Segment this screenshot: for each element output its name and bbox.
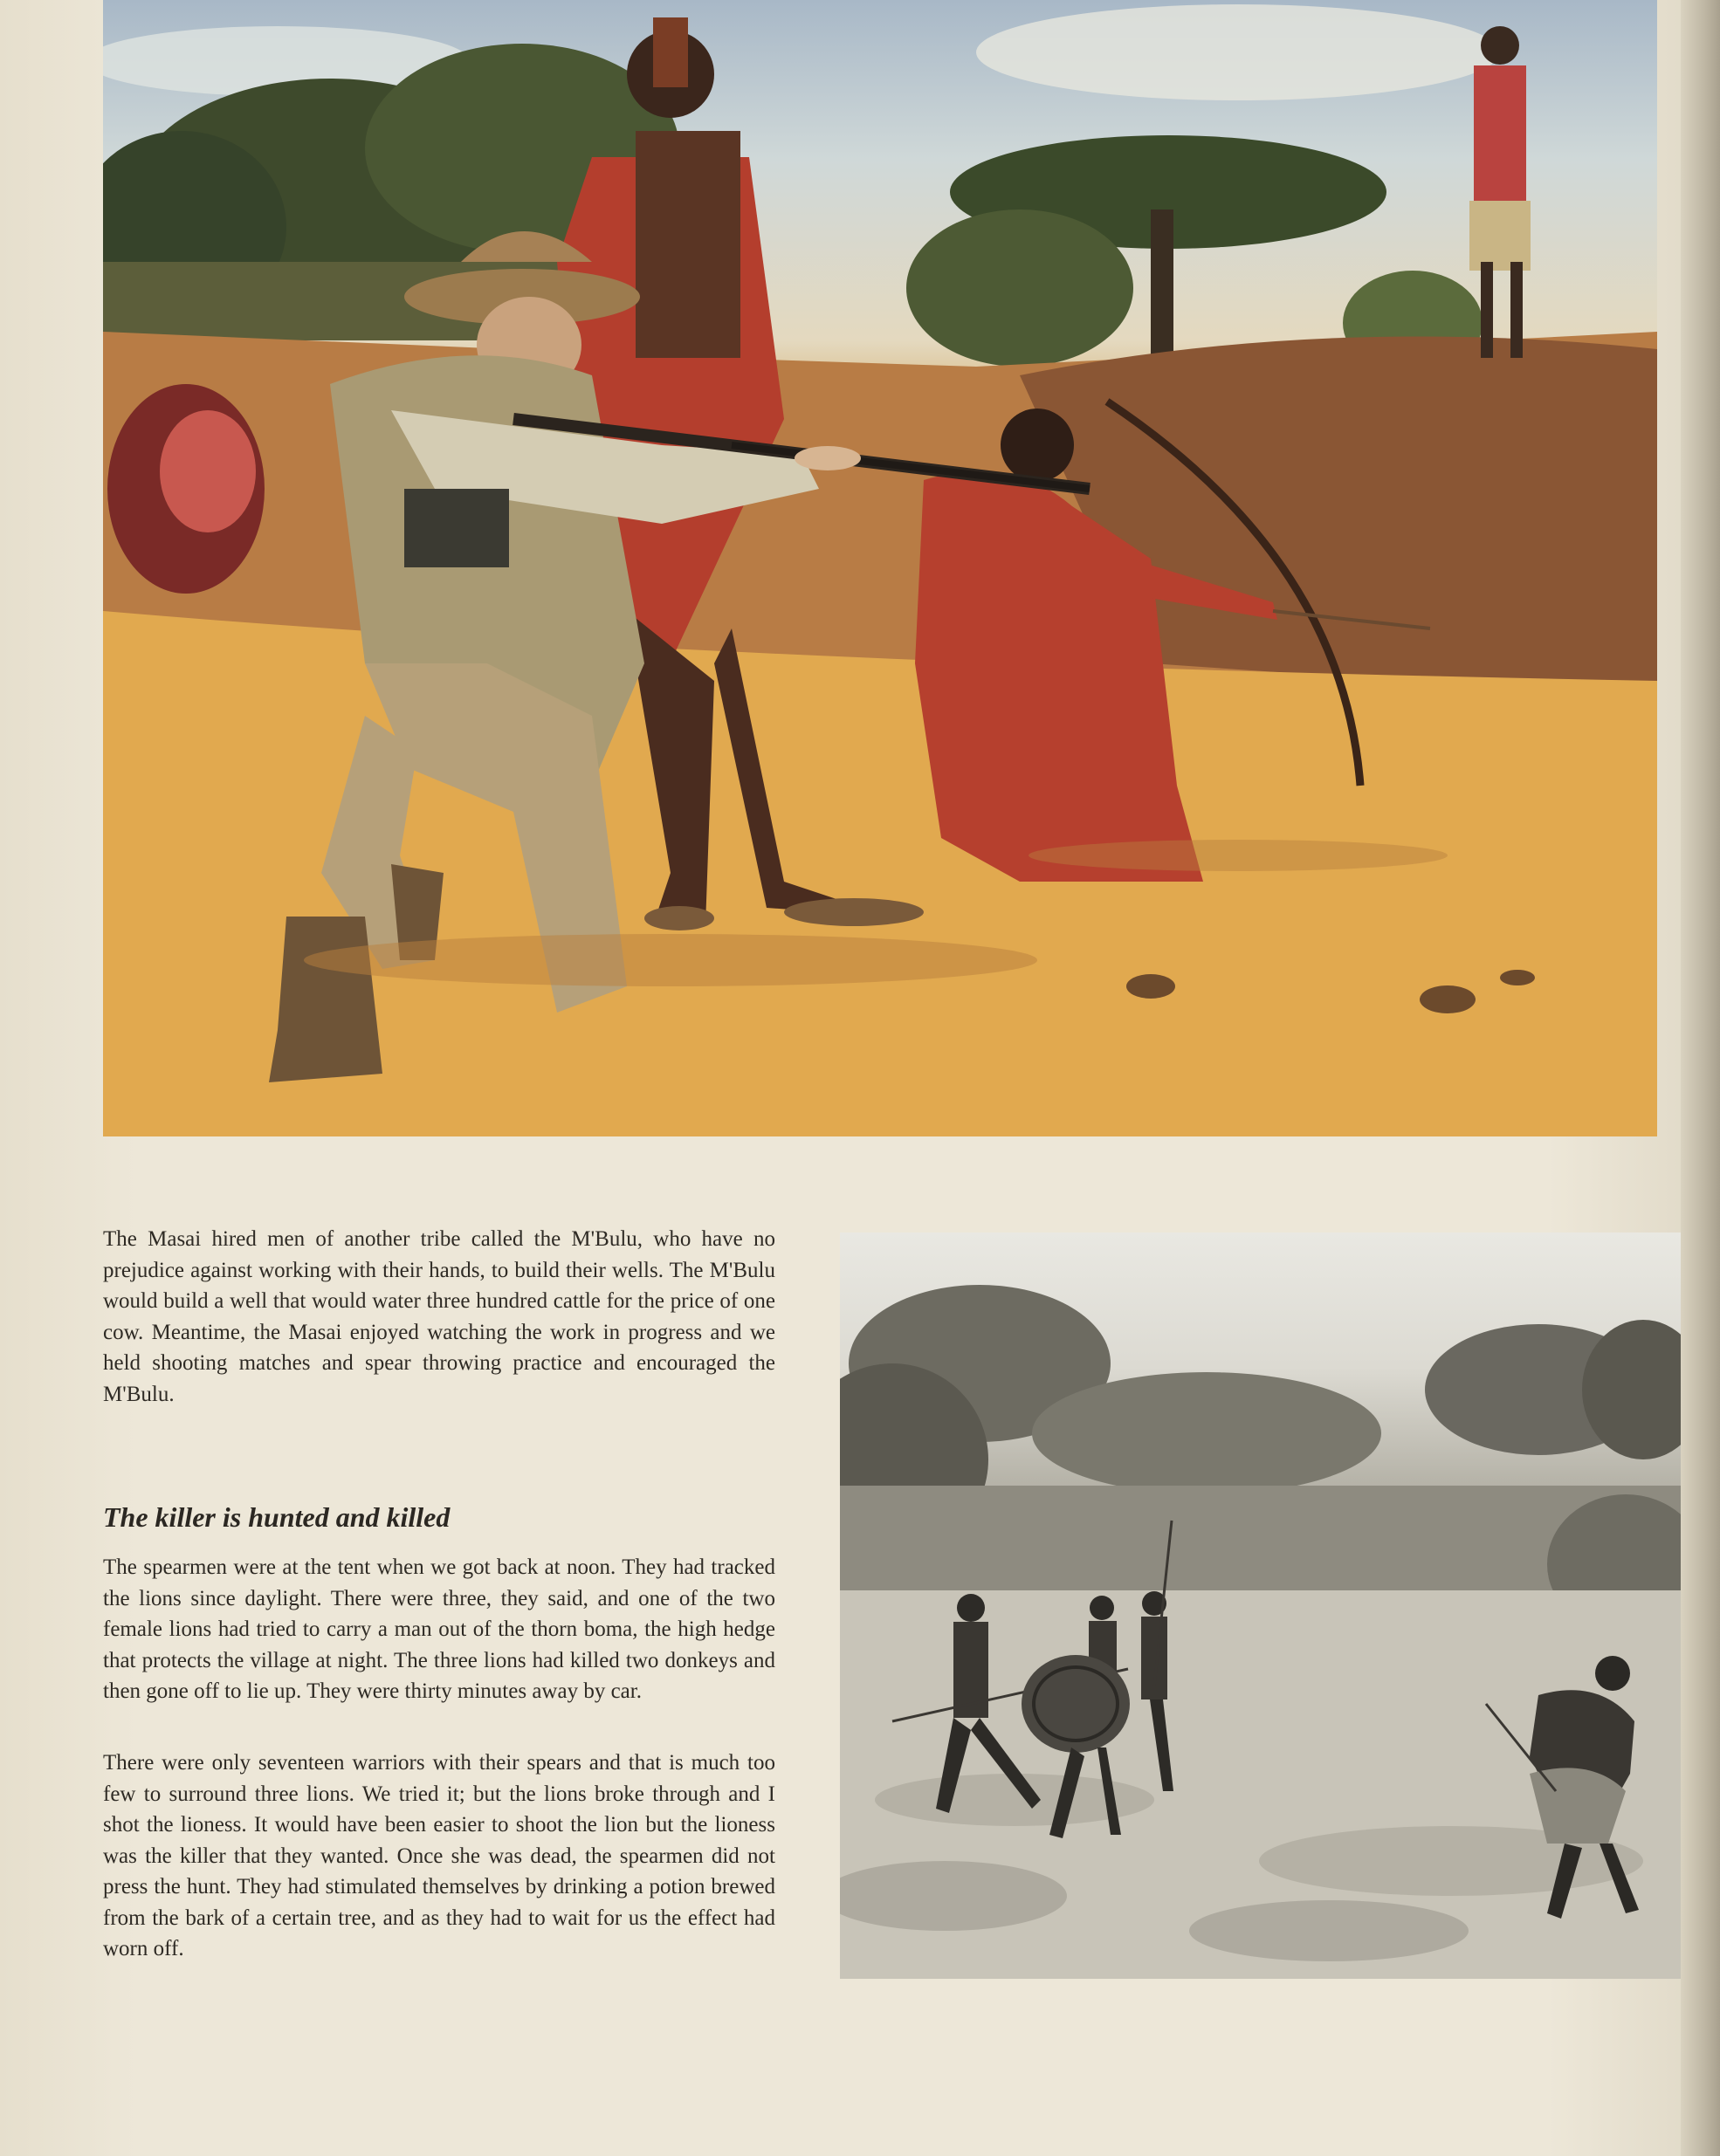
- body-paragraph-1: [103, 1224, 775, 1410]
- body-paragraph-2-text: The spearmen were at the tent when we got back at noon. They had tracked the lions since daylight. There were three, they said, and one of the two female lions had tried to carry a man out of the thorn boma, the high hedge that protects the village at night. The three lions had killed two donkeys and then gone off to lie up. They were thirty minutes away by car.: [103, 1555, 775, 1703]
- bottom-bw-photograph: [840, 1232, 1681, 1979]
- body-paragraph-3: [103, 1747, 775, 1965]
- section-heading: The killer is hunted and killed: [103, 1501, 451, 1533]
- body-paragraph-2: [103, 1552, 775, 1707]
- top-color-photograph: [103, 0, 1657, 1136]
- page-edge-shadow: [1681, 0, 1720, 2156]
- body-paragraph-3-text: There were only seventeen warriors with their spears and that is much too few to surround three lions. We tried it; but the lions broke through and I shot the lioness. It would have been easier to shoot the lion but the lioness was the killer that they wanted. Once she was dead, the spearmen did not press the hunt. They had stimulated themselves by drinking a potion brewed from the bark of a certain tree, and as they had to wait for us the effect had worn off.: [103, 1751, 775, 1960]
- body-paragraph-1-text: The Masai hired men of another tribe called the M'Bulu, who have no prejudice against working with their hands, to build their wells. The M'Bulu would build a well that would water three hundred cattle for the price of one cow. Meantime, the Masai enjoyed watching the work in progress and we held shooting matches and spear throwing practice and encouraged the M'Bulu.: [103, 1227, 775, 1406]
